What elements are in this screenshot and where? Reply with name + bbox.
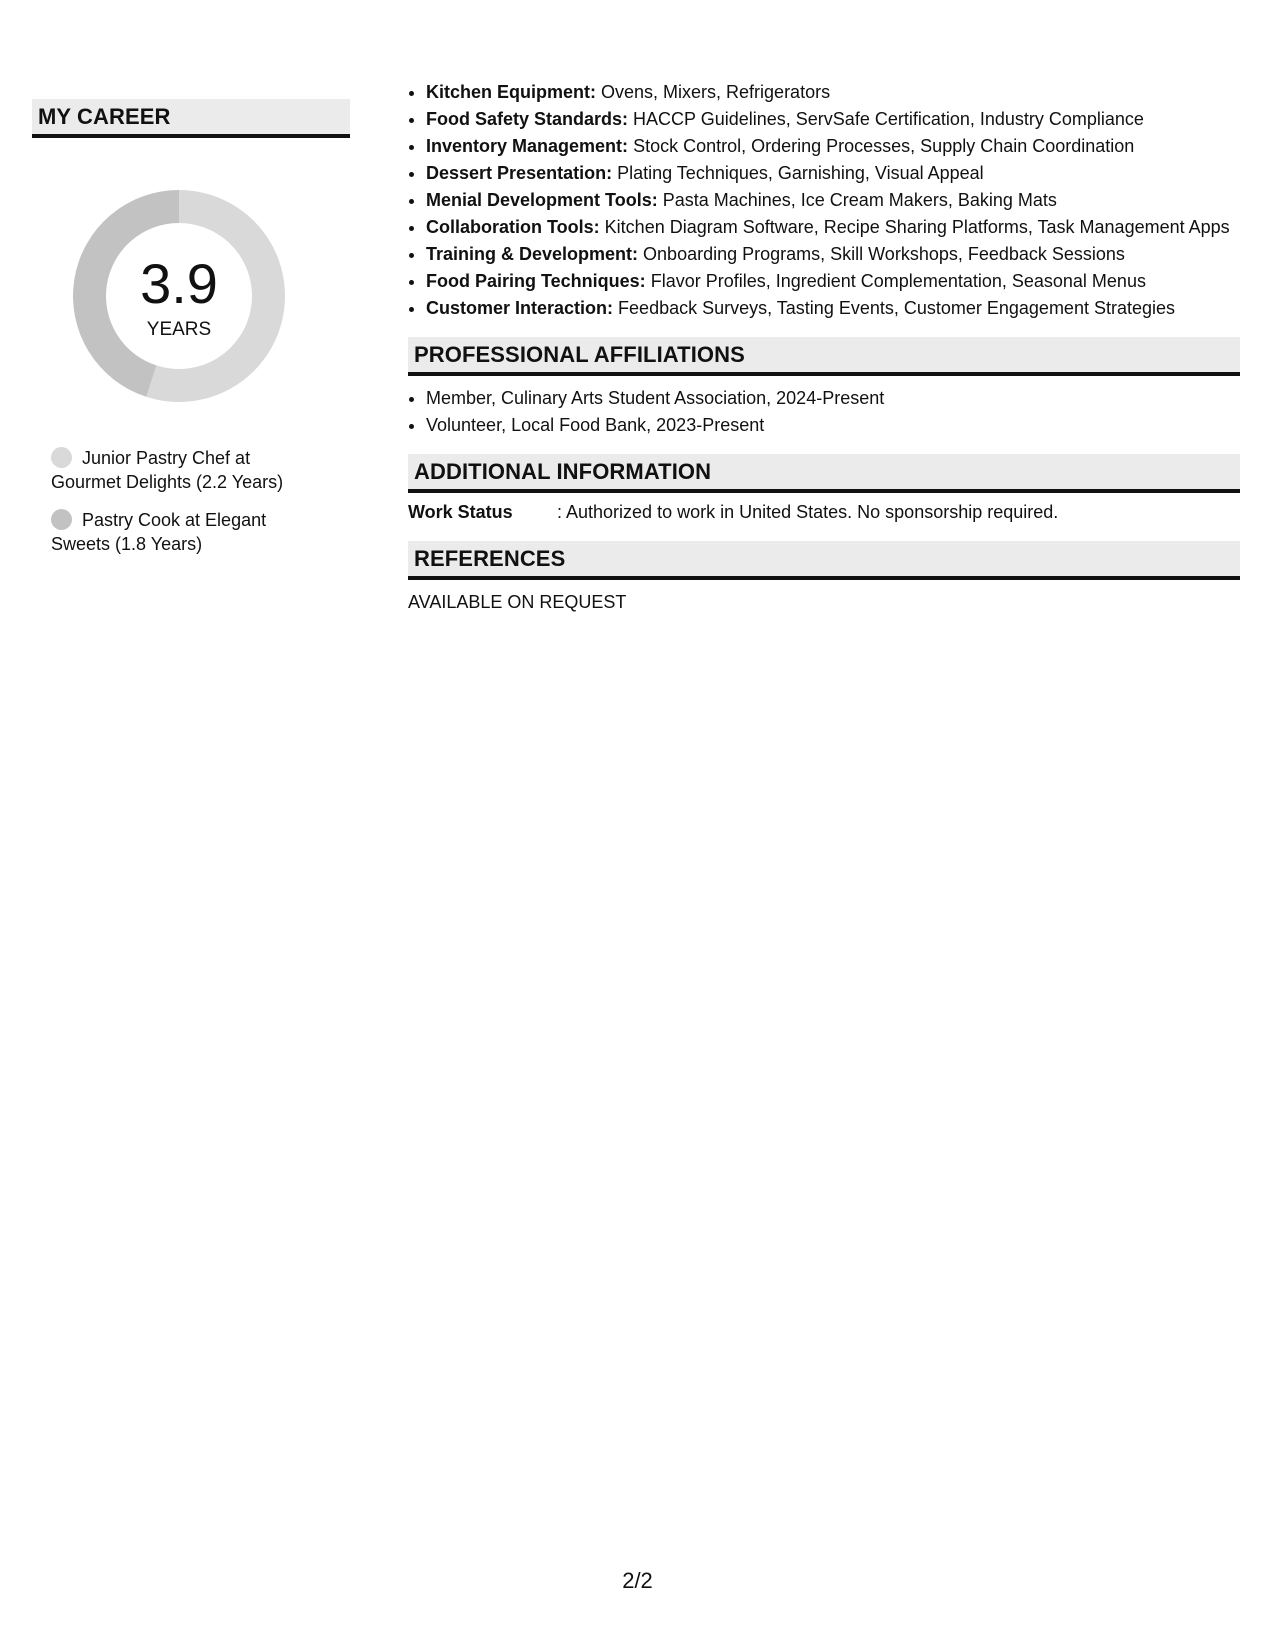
legend-dot-icon [51,509,72,530]
skill-label: Inventory Management: [426,136,629,156]
legend-item [51,446,311,494]
skill-item [426,215,1240,239]
skill-text: Flavor Profiles, Ingredient Complementation, Seasonal Menus [650,271,1146,291]
skills-list [408,80,1240,320]
skill-item [426,188,1240,212]
skill-item [426,161,1240,185]
career-header: MY CAREER [32,99,350,138]
legend-label: Junior Pastry Chef at Gourmet Delights (2.2 Years) [51,448,284,492]
skill-text: Plating Techniques, Garnishing, Visual Appeal [617,163,984,183]
skill-text: HACCP Guidelines, ServSafe Certification, Industry Compliance [633,109,1144,129]
skill-text: Pasta Machines, Ice Cream Makers, Baking Mats [662,190,1057,210]
career-sidebar [32,99,350,570]
skill-text: Stock Control, Ordering Processes, Supply Chain Coordination [633,136,1135,156]
skill-item [426,134,1240,158]
skill-item [426,107,1240,131]
skill-text: Kitchen Diagram Software, Recipe Sharing Platforms, Task Management Apps [604,217,1230,237]
legend-item [51,508,311,556]
total-years-value: 3.9 [140,252,218,315]
affiliations-header: PROFESSIONAL AFFILIATIONS [408,337,1240,376]
work-status-label: Work Status [408,502,513,522]
skill-label: Food Safety Standards: [426,109,629,129]
references-header: REFERENCES [408,541,1240,580]
page-number: 2/2 [622,1568,653,1593]
skill-item [426,296,1240,320]
legend-dot-icon [51,447,72,468]
skill-item [426,269,1240,293]
career-donut-chart [65,182,293,410]
skill-text: Feedback Surveys, Tasting Events, Customer Engagement Strategies [618,298,1176,318]
skill-label: Kitchen Equipment: [426,82,596,102]
skill-item [426,80,1240,104]
work-status-row [408,500,1240,524]
skill-text: Ovens, Mixers, Refrigerators [601,82,831,102]
legend-label: Pastry Cook at Elegant Sweets (1.8 Years) [51,510,267,554]
total-years-unit: YEARS [146,319,212,340]
skill-item [426,242,1240,266]
skill-label: Menial Development Tools: [426,190,658,210]
references-text: AVAILABLE ON REQUEST [408,592,627,612]
affiliation-item: • Volunteer, Local Food Bank, 2023-Present [426,413,1240,437]
additional-info-header: ADDITIONAL INFORMATION [408,454,1240,493]
affiliations-list [408,386,1240,437]
skill-label: Food Pairing Techniques: [426,271,646,291]
skill-label: Collaboration Tools: [426,217,600,237]
main-content [408,80,1240,614]
skill-label: Training & Development: [426,244,639,264]
work-status-value: : Authorized to work in United States. No sponsorship required. [557,502,1059,522]
affiliation-item: • Member, Culinary Arts Student Association, 2024-Present [426,386,1240,410]
skill-label: Customer Interaction: [426,298,614,318]
career-legend [32,446,350,556]
skill-text: Onboarding Programs, Skill Workshops, Feedback Sessions [643,244,1125,264]
skill-label: Dessert Presentation: [426,163,613,183]
